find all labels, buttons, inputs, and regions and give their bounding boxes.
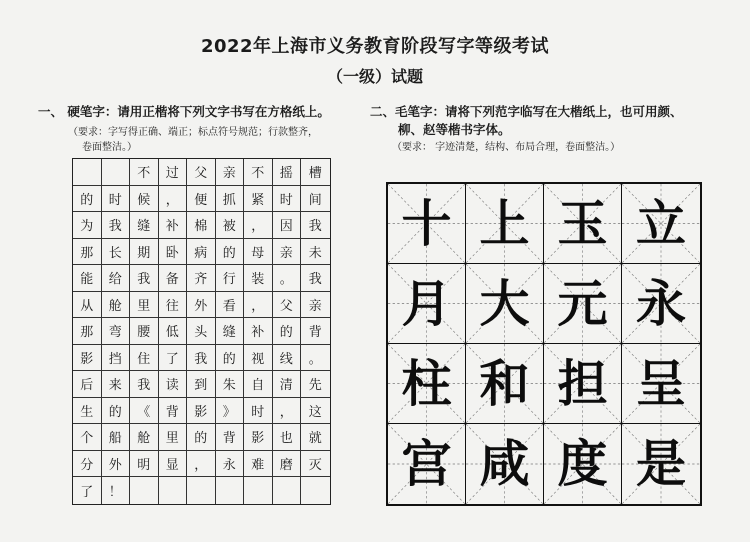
grid-cell: 住 — [130, 345, 159, 372]
grid-cell: 的 — [73, 186, 102, 213]
grid-cell: 的 — [187, 424, 216, 451]
grid-cell: 的 — [273, 318, 302, 345]
grid-cell: 了 — [159, 345, 188, 372]
grid-cell: 看 — [216, 292, 245, 319]
grid-cell — [102, 159, 131, 186]
grid-cell: 病 — [187, 239, 216, 266]
grid-cell: 船 — [102, 424, 131, 451]
grid-cell: 卧 — [159, 239, 188, 266]
grid-cell: 里 — [159, 424, 188, 451]
grid-cell: 到 — [187, 371, 216, 398]
grid-cell: 能 — [73, 265, 102, 292]
grid-cell: 紧 — [244, 186, 273, 213]
grid-cell — [244, 477, 273, 504]
brush-cell — [388, 424, 466, 504]
grid-cell: 父 — [273, 292, 302, 319]
grid-cell: 齐 — [187, 265, 216, 292]
grid-cell: 低 — [159, 318, 188, 345]
grid-cell: 来 — [102, 371, 131, 398]
brush-cell — [544, 184, 622, 264]
grid-cell: 那 — [73, 318, 102, 345]
grid-cell: 我 — [301, 265, 330, 292]
grid-cell: 往 — [159, 292, 188, 319]
grid-cell: 背 — [301, 318, 330, 345]
grid-cell — [216, 477, 245, 504]
brush-cell — [466, 264, 544, 344]
brush-character: 是 — [636, 434, 686, 493]
grid-cell: 不 — [244, 159, 273, 186]
grid-cell: 永 — [216, 451, 245, 478]
grid-cell: 的 — [216, 345, 245, 372]
grid-cell: 背 — [159, 398, 188, 425]
hard-pen-grid — [72, 158, 331, 505]
exam-title: 2022年上海市义务教育阶段写字等级考试 — [200, 36, 550, 57]
brush-character: 和 — [479, 353, 530, 413]
grid-cell: 父 — [187, 159, 216, 186]
grid-cell: 难 — [244, 451, 273, 478]
grid-cell: ， — [244, 212, 273, 239]
grid-cell: 头 — [187, 318, 216, 345]
grid-cell: 舱 — [130, 424, 159, 451]
grid-cell: 间 — [301, 186, 330, 213]
brush-character: 上 — [479, 193, 530, 253]
grid-cell: 背 — [216, 424, 245, 451]
brush-character: 十 — [401, 193, 452, 253]
grid-cell: 》 — [216, 398, 245, 425]
grid-cell: 为 — [73, 212, 102, 239]
grid-cell: 亲 — [273, 239, 302, 266]
grid-cell: 我 — [102, 212, 131, 239]
brush-cell — [466, 424, 544, 504]
grid-cell: ， — [273, 398, 302, 425]
grid-cell — [159, 477, 188, 504]
grid-cell: 因 — [273, 212, 302, 239]
grid-cell — [187, 477, 216, 504]
brush-cell — [544, 344, 622, 424]
grid-cell: ！ — [102, 477, 131, 504]
brush-cell — [466, 184, 544, 264]
section2-heading-line2: 柳、赵等楷书字体。 — [398, 122, 511, 137]
brush-cell — [466, 344, 544, 424]
grid-cell: 我 — [301, 212, 330, 239]
grid-cell: 补 — [159, 212, 188, 239]
brush-character: 永 — [636, 273, 686, 333]
brush-character: 度 — [557, 434, 608, 493]
grid-cell: 灭 — [301, 451, 330, 478]
grid-cell: 外 — [187, 292, 216, 319]
section2-heading-line1: 二、毛笔字：请将下列范字临写在大楷纸上，也可用颜、 — [370, 104, 683, 119]
grid-cell: 后 — [73, 371, 102, 398]
brush-character: 大 — [479, 273, 530, 333]
grid-cell: 母 — [244, 239, 273, 266]
grid-cell: 从 — [73, 292, 102, 319]
grid-cell — [73, 159, 102, 186]
grid-cell: 长 — [102, 239, 131, 266]
grid-cell: 时 — [244, 398, 273, 425]
grid-cell: 亲 — [216, 159, 245, 186]
grid-cell: 自 — [244, 371, 273, 398]
grid-cell: 就 — [301, 424, 330, 451]
brush-cell — [622, 264, 700, 344]
grid-cell: 。 — [301, 345, 330, 372]
exam-subtitle: （一级）试题 — [326, 67, 423, 86]
grid-cell: 时 — [102, 186, 131, 213]
grid-cell: 里 — [130, 292, 159, 319]
brush-character: 呈 — [636, 353, 686, 413]
grid-cell: 时 — [273, 186, 302, 213]
grid-cell: 个 — [73, 424, 102, 451]
grid-cell: 线 — [273, 345, 302, 372]
brush-character: 立 — [636, 193, 686, 253]
grid-cell: 。 — [273, 265, 302, 292]
brush-character: 宫 — [401, 434, 452, 493]
grid-cell: 槽 — [301, 159, 330, 186]
grid-cell: 期 — [130, 239, 159, 266]
brush-cell — [544, 264, 622, 344]
brush-character: 玉 — [557, 193, 608, 253]
grid-cell: 补 — [244, 318, 273, 345]
grid-cell: 不 — [130, 159, 159, 186]
grid-cell: 视 — [244, 345, 273, 372]
grid-cell: 弯 — [102, 318, 131, 345]
grid-cell: 行 — [216, 265, 245, 292]
brush-character: 柱 — [401, 353, 452, 413]
section1-requirement-line2: 卷面整洁。） — [82, 142, 137, 153]
grid-cell — [130, 477, 159, 504]
grid-cell: 缝 — [216, 318, 245, 345]
grid-cell: 亲 — [301, 292, 330, 319]
grid-cell: 显 — [159, 451, 188, 478]
grid-cell: 舱 — [102, 292, 131, 319]
brush-character: 元 — [557, 273, 608, 333]
grid-cell: 便 — [187, 186, 216, 213]
brush-cell — [388, 344, 466, 424]
grid-cell: 未 — [301, 239, 330, 266]
grid-cell — [273, 477, 302, 504]
grid-cell: 被 — [216, 212, 245, 239]
grid-cell: 备 — [159, 265, 188, 292]
grid-cell: 外 — [102, 451, 131, 478]
grid-cell: 清 — [273, 371, 302, 398]
grid-cell — [301, 477, 330, 504]
grid-cell: 候 — [130, 186, 159, 213]
grid-cell: 这 — [301, 398, 330, 425]
grid-cell: 的 — [102, 398, 131, 425]
grid-cell: 过 — [159, 159, 188, 186]
grid-cell: 棉 — [187, 212, 216, 239]
grid-cell: 腰 — [130, 318, 159, 345]
grid-cell: 抓 — [216, 186, 245, 213]
grid-cell: 挡 — [102, 345, 131, 372]
grid-cell: 影 — [73, 345, 102, 372]
section1-heading: 一、 硬笔字：请用正楷将下列文字书写在方格纸上。 — [38, 104, 330, 119]
grid-cell: 《 — [130, 398, 159, 425]
brush-cell — [544, 424, 622, 504]
grid-cell: 磨 — [273, 451, 302, 478]
grid-cell: 先 — [301, 371, 330, 398]
grid-cell: ， — [187, 451, 216, 478]
grid-cell: 影 — [187, 398, 216, 425]
grid-cell: 给 — [102, 265, 131, 292]
grid-cell: 读 — [159, 371, 188, 398]
grid-cell: 我 — [187, 345, 216, 372]
grid-cell: 装 — [244, 265, 273, 292]
grid-cell: 我 — [130, 371, 159, 398]
brush-character: 月 — [401, 273, 452, 333]
brush-character: 咸 — [479, 434, 530, 493]
grid-cell: 我 — [130, 265, 159, 292]
brush-cell — [622, 184, 700, 264]
grid-cell: ， — [244, 292, 273, 319]
grid-cell: ， — [159, 186, 188, 213]
brush-grid — [386, 182, 702, 506]
section2-requirement: （要求： 字迹清楚，结构、布局合理，卷面整洁。） — [392, 142, 621, 153]
grid-cell: 影 — [244, 424, 273, 451]
grid-cell: 也 — [273, 424, 302, 451]
brush-cell — [622, 424, 700, 504]
grid-cell: 朱 — [216, 371, 245, 398]
grid-cell: 了 — [73, 477, 102, 504]
brush-cell — [388, 264, 466, 344]
grid-cell: 摇 — [273, 159, 302, 186]
grid-cell: 分 — [73, 451, 102, 478]
grid-cell: 生 — [73, 398, 102, 425]
grid-cell: 缝 — [130, 212, 159, 239]
grid-cell: 明 — [130, 451, 159, 478]
grid-cell: 的 — [216, 239, 245, 266]
brush-character: 担 — [557, 353, 608, 413]
brush-cell — [622, 344, 700, 424]
grid-cell: 那 — [73, 239, 102, 266]
brush-cell — [388, 184, 466, 264]
section1-requirement-line1: （要求：字写得正确、端正；标点符号规范；行款整齐， — [68, 127, 318, 138]
